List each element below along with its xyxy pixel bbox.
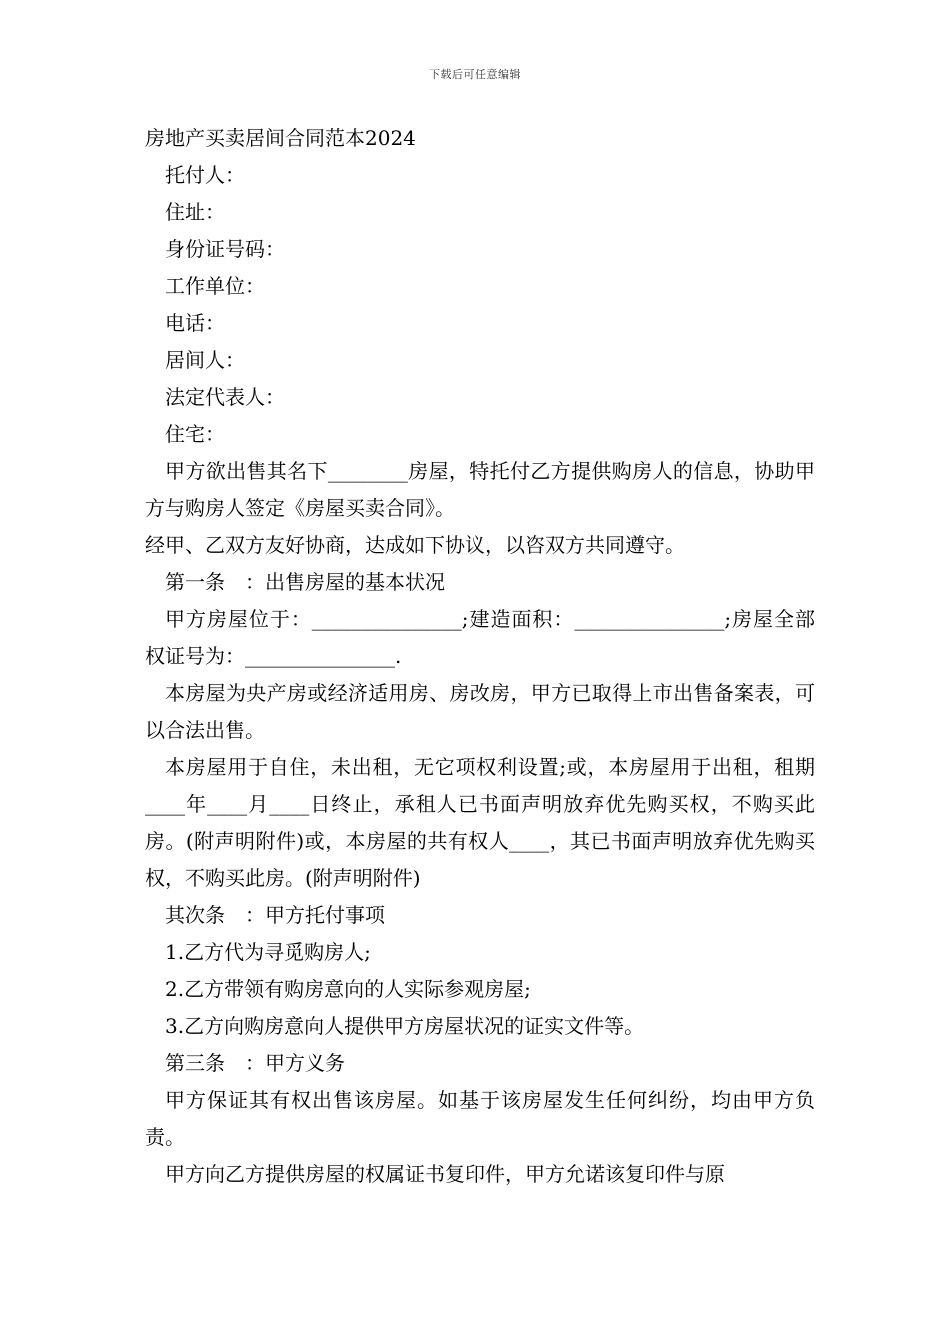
article-3-paragraph-1: 甲方保证其有权出售该房屋。如基于该房屋发生任何纠纷，均由甲方负责。 [145, 1088, 815, 1149]
article-2-item: 1.乙方代为寻觅购房人; [165, 940, 371, 964]
article-1-paragraph-3: 本房屋用于自住，未出租，无它项权利设置;或，本房屋用于出租，租期____年____月____日终止，承租人已书面声明放弃优先购买权，不购买此房。(附声明附件)或，本房屋的共有权人____，其已书面声明放弃优先购买权，不购买此房。(附声明附件) [145, 755, 815, 890]
field-phone: 电话： [165, 311, 225, 335]
article-1-heading: 第一条 ：出售房屋的基本状况 [165, 570, 445, 594]
article-1-paragraph-2: 本房屋为央产房或经济适用房、房改房，甲方已取得上市出售备案表，可以合法出售。 [145, 681, 815, 742]
field-legal-rep: 法定代表人： [165, 385, 285, 409]
article-2-item: 3.乙方向购房意向人提供甲方房屋状况的证实文件等。 [165, 1014, 645, 1038]
article-3-paragraph-2: 甲方向乙方提供房屋的权属证书复印件，甲方允诺该复印件与原 [165, 1162, 725, 1186]
article-2-item: 2.乙方带领有购房意向的人实际参观房屋; [165, 977, 531, 1001]
field-address: 住址： [165, 200, 225, 224]
field-intermediary: 居间人： [165, 348, 245, 372]
document-body [145, 120, 815, 1193]
article-3-heading: 第三条 ：甲方义务 [165, 1051, 345, 1075]
intro-paragraph: 甲方欲出售其名下________房屋，特托付乙方提供购房人的信息，协助甲方与购房人签定《房屋买卖合同》。 [145, 459, 815, 520]
agreement-line: 经甲、乙双方友好协商，达成如下协议，以咨双方共同遵守。 [145, 533, 685, 557]
article-1-paragraph-1: 甲方房屋位于：_______________;建造面积：_______________;房屋全部权证号为：_______________. [145, 607, 815, 668]
article-2-heading: 其次条 ：甲方托付事项 [165, 903, 385, 927]
field-id-number: 身份证号码： [165, 237, 285, 261]
header-note: 下载后可任意编辑 [429, 68, 521, 81]
document-title: 房地产买卖居间合同范本2024 [145, 126, 416, 150]
field-residence: 住宅： [165, 422, 225, 446]
field-client: 托付人： [165, 163, 245, 187]
field-work-unit: 工作单位： [165, 274, 265, 298]
